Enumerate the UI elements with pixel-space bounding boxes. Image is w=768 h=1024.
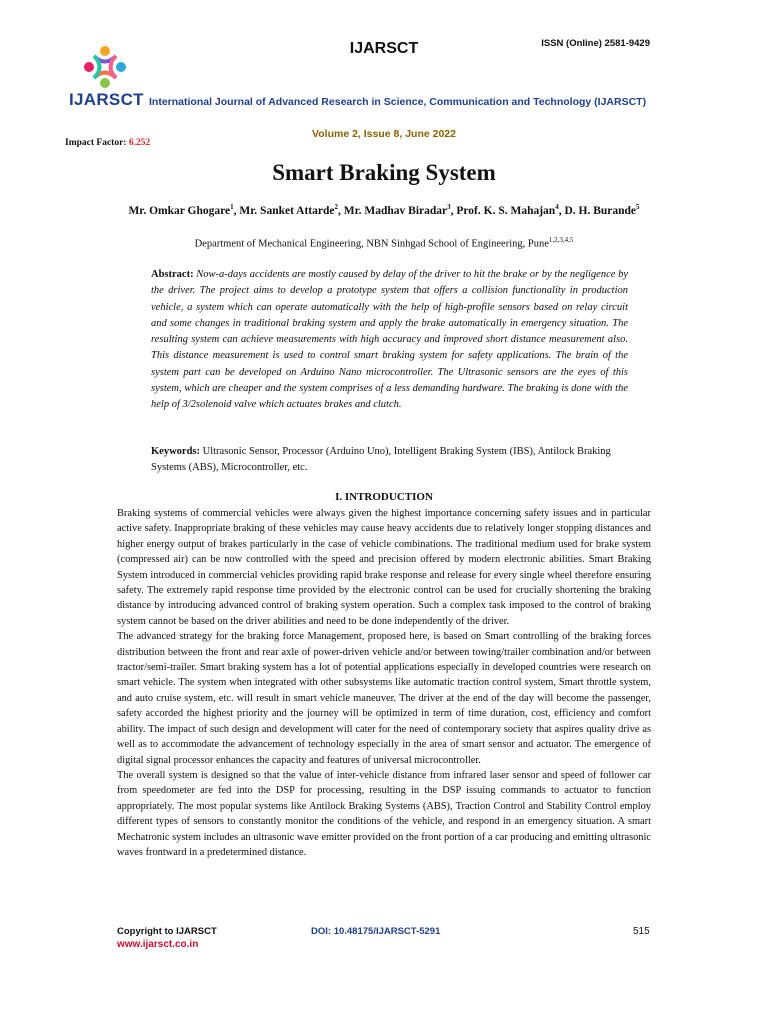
section-heading-introduction: I. INTRODUCTION bbox=[335, 491, 433, 503]
keywords bbox=[151, 444, 628, 476]
volume-issue: Volume 2, Issue 8, June 2022 bbox=[312, 128, 456, 140]
intro-paragraph: Braking systems of commercial vehicles were always given the highest importance concerning safety issues and in particular active safety. Inappropriate braking of these vehicles may cause heavy accidents due to relatively longer stopping distances and higher energy output of brakes particularly in the case of vehicle combinations. The traditional medium used for brake system (compressed air) can be now controlled with the speed and precision offered by modern electronic abilities. Smart Braking System introduced in commercial vehicles providing rapid brake response and release for every single wheel therefore ensuring safety. The extremely rapid response time provided by the electronic control can be used for crucially shortening the braking distance by introducing advanced control of braking system operation. Such a complex task imposed to the control of braking system cannot be based on the driver abilities and need to be done independently of the driver. bbox=[117, 508, 651, 627]
author-name: Mr. Madhav Biradar bbox=[343, 204, 448, 217]
journal-full-name: International Journal of Advanced Research in Science, Communication and Technology (IJARSCT) bbox=[149, 96, 647, 108]
impact-factor-value: 6.252 bbox=[128, 138, 151, 148]
abstract-text: Now-a-days accidents are mostly caused by delay of the driver to hit the brake or by the negligence by the driver. The project aims to develop a prototype system that offers a collision functionality in production vehicle, a system which can operate automatically with the help of high-profile sensors based on relay circuit and some changes in traditional braking system and apply the brake automatically in emergency situation. The resulting system can achieve measurements with high accuracy and improved short distance measurement also. This distance measurement is used to control smart braking system for safety applications. The brain of the system part can be developed on Arduino Nano microcontroller. The Ultrasonic sensors are the eyes of this system, which are cheaper and the system comprises of a less demanding hardware. The braking is done with the help of 3/2solenoid valve which actuates brakes and clutch. bbox=[151, 269, 628, 411]
affiliation-text: Department of Mechanical Engineering, NBN Sinhgad School of Engineering, Pune bbox=[194, 238, 549, 250]
page-number: 515 bbox=[633, 926, 650, 937]
keywords-label: Keywords: bbox=[151, 446, 203, 457]
intro-paragraph: The advanced strategy for the braking force Management, proposed here, is based on Smart controlling of the braking forces distribution between the front and rear axle of power-driven vehicle and/or between towing/trailer combination and/or between tractor/semi-trailer. Smart braking system has a lot of potential applications especially in developed countries were research on smart vehicle. The system when integrated with other subsystems like automatic traction control system, Smart throttle system, and auto cruise system, etc. will result in smart vehicle maneuver. The driver at the end of the day will become the passenger, safety accorded the highest priority and the journey will be optimized in term of time duration, cost, efficiency and comfort ability. The impact of such design and development will cater for the need of contemporary society that aspires quality drive as well as to accommodate the advancement of technology especially in the area of smart sensor and actuator. The emergence of digital signal processor enhances the capacity and features of universal microcontroller. bbox=[117, 631, 651, 766]
intro-paragraph: The overall system is designed so that the value of inter-vehicle distance from infrared laser sensor and speed of follower car from speedometer are fed into the DSP for processing, resulting in the DSP issuing commands to actuator to function appropriately. The most popular systems like Antilock Braking Systems (ABS), Traction Control and Stability Control employ different types of sensors to constantly monitor the conditions of the vehicle, and respond in an emergency situation. A smart Mechatronic system includes an ultrasonic wave emitter provided on the front portion of a car producing and emitting ultrasonic waves frontward in a predetermined distance. bbox=[117, 769, 651, 858]
abstract-label: Abstract: bbox=[151, 269, 197, 280]
website-link[interactable]: www.ijarsct.co.in bbox=[117, 939, 199, 950]
author-affiliation-index: 4 bbox=[555, 203, 559, 211]
journal-short-name: IJARSCT bbox=[349, 40, 419, 57]
affiliation bbox=[116, 236, 652, 250]
introduction-body bbox=[117, 506, 651, 860]
doi-link[interactable]: DOI: 10.48175/IJARSCT-5291 bbox=[311, 926, 441, 937]
paper-title: Smart Braking System bbox=[272, 160, 496, 185]
author-affiliation-index: 1 bbox=[230, 203, 234, 211]
author-name: Prof. K. S. Mahajan bbox=[456, 204, 556, 217]
logo-text: IJARSCT bbox=[69, 90, 144, 109]
issn: ISSN (Online) 2581-9429 bbox=[541, 38, 650, 49]
author-name: Mr. Omkar Ghogare bbox=[128, 204, 231, 217]
author-name: Mr. Sanket Attarde bbox=[239, 204, 335, 217]
copyright: Copyright to IJARSCT bbox=[117, 926, 217, 937]
author-affiliation-index: 2 bbox=[334, 203, 338, 211]
abstract bbox=[151, 267, 628, 414]
author-affiliation-index: 3 bbox=[447, 203, 451, 211]
author-list: Mr. Omkar Ghogare$^1$, Mr. Sanket Attarde$^2$, Mr. Madhav Biradar$^3$, Prof. K. S. Mahajan$^4$, D. H. Burande$^5$ bbox=[128, 203, 640, 217]
affiliation-indices: 1,2,3,4,5 bbox=[548, 236, 574, 244]
keywords-text: Ultrasonic Sensor, Processor (Arduino Uno), Intelligent Braking System (IBS), Antilock Braking Systems (ABS), Microcontroller, etc. bbox=[151, 446, 611, 473]
author-name: D. H. Burande bbox=[564, 204, 637, 217]
author-affiliation-index: 5 bbox=[636, 203, 640, 211]
impact-factor-label: Impact Factor: bbox=[65, 138, 129, 148]
